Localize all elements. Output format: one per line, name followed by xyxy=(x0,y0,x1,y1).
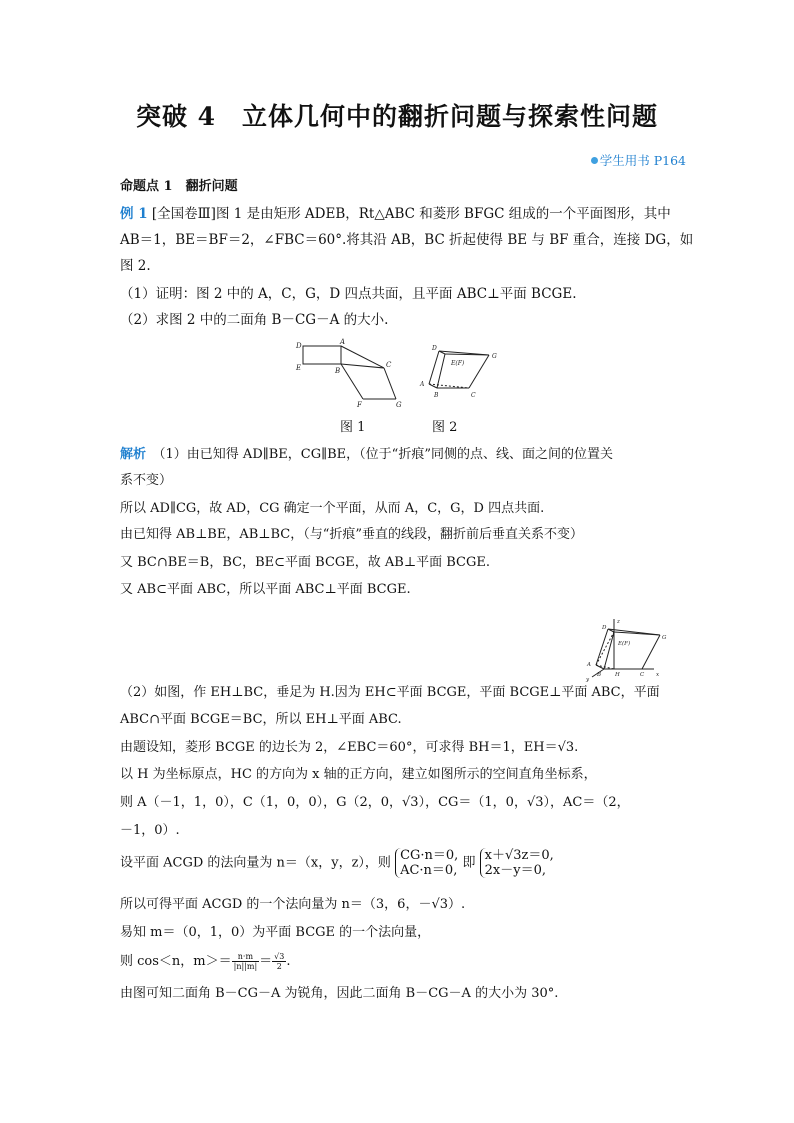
segment-bf xyxy=(341,364,363,399)
fig3-label-b: B xyxy=(597,672,602,678)
fig3-label-g: G xyxy=(662,635,667,641)
result-denominator: 2 xyxy=(276,962,282,971)
system-connector: 即 xyxy=(462,855,476,871)
fig3-label-d: D xyxy=(602,625,607,631)
example-line-1 xyxy=(120,205,671,223)
fig1-label-d: D xyxy=(296,342,302,350)
system-1-eq-1: CG·n＝0, xyxy=(400,848,459,863)
equals-sign: ＝ xyxy=(259,954,273,969)
solution2-line-9: 易知 m＝（0，1，0）为平面 BCGE 的一个法向量， xyxy=(120,925,431,940)
solution-text-1: （1）由已知得 AD∥BE，CG∥BE，（位于“折痕”同侧的点、线、面之间的位置关 xyxy=(159,447,613,462)
fig3-label-x: x xyxy=(656,672,660,678)
cosine-fraction xyxy=(232,952,260,971)
solution-line-3: 所以 AD∥CG，故 AD，CG 确定一个平面，从而 A，C，G，D 四点共面. xyxy=(120,501,545,516)
conclusion-line: 由图可知二面角 B－CG－A 为锐角，因此二面角 B－CG－A 的大小为 30°. xyxy=(120,986,559,1001)
system-2-eq-1: x＋√3z＝0, xyxy=(484,848,554,863)
seg-gc xyxy=(642,635,660,669)
result-fraction xyxy=(272,952,286,971)
fig2-label-g: G xyxy=(492,353,497,360)
solution2-line-3: 由题设知，菱形 BCGE 的边长为 2，∠EBC＝60°，可求得 BH＝1，EH＝√3. xyxy=(120,740,579,755)
figure-2-diagram xyxy=(417,342,507,407)
solution2-line-5: 则 A（－1，1，0），C（1，0，0），G（2，0，√3），CG＝（1，0，√3），AC＝（2， xyxy=(120,795,630,810)
bullet-icon xyxy=(591,157,598,164)
result-numerator: √3 xyxy=(274,952,285,961)
segment-cg xyxy=(384,368,396,399)
fraction-denominator: |n||m| xyxy=(233,962,258,971)
system-1 xyxy=(395,848,458,878)
title-part-number: 突破 4 xyxy=(135,102,217,131)
example-text-1: [全国卷Ⅲ]图 1 是由矩形 ADEB，Rt△ABC 和菱形 BFGC 组成的一个平面图形，其中 xyxy=(151,206,671,222)
example-line-3: 图 2. xyxy=(120,258,151,274)
title-text: 立体几何中的翻折问题与探索性问题 xyxy=(242,102,659,131)
solution-line-2: 系不变） xyxy=(120,473,173,488)
page-title xyxy=(0,97,794,133)
solution2-line-8: 所以可得平面 ACGD 的一个法向量为 n＝（3，6，－√3）. xyxy=(120,897,466,912)
solution2-line-1: （2）如图，作 EH⊥BC，垂足为 H.因为 EH⊂平面 BCGE，平面 BCGE⊥平面 ABC，平面 xyxy=(120,685,660,700)
fig3-label-y: y xyxy=(586,677,590,683)
question-1: （1）证明：图 2 中的 A，C，G，D 四点共面，且平面 ABC⊥平面 BCGE. xyxy=(120,286,577,302)
fig2-label-b: B xyxy=(434,392,439,399)
segment-da xyxy=(429,351,439,384)
cosine-text: 则 cos＜n，m＞＝ xyxy=(120,954,232,969)
example-line-2: AB＝1，BE＝BF＝2，∠FBC＝60°.将其沿 AB，BC 折起使得 BE 与 BF 重合，连接 DG，如 xyxy=(120,232,694,248)
fraction-numerator: n·m xyxy=(232,952,260,962)
system-1-eq-2: AC·n＝0, xyxy=(400,863,458,878)
fig3-label-ef: E(F) xyxy=(618,641,631,647)
cosine-end: . xyxy=(286,954,291,969)
solution2-line-6: －1，0）. xyxy=(120,823,180,838)
fig1-label-a: A xyxy=(340,338,346,346)
solution-line-6: 又 AB⊂平面 ABC，所以平面 ABC⊥平面 BCGE. xyxy=(120,582,411,597)
section-heading: 命题点 1 翻折问题 xyxy=(120,179,238,194)
solution2-line-2: ABC∩平面 BCGE＝BC，所以 EH⊥平面 ABC. xyxy=(120,712,402,727)
example-label: 例 1 xyxy=(120,206,148,222)
question-2: （2）求图 2 中的二面角 B－CG－A 的大小. xyxy=(120,312,389,328)
fig2-label-a: A xyxy=(420,381,425,388)
fig1-label-g: G xyxy=(396,401,402,409)
figure-1-caption: 图 1 xyxy=(340,420,366,435)
rectangle-adeb xyxy=(303,346,341,364)
fig3-label-c: C xyxy=(640,672,645,678)
segment-eb xyxy=(437,354,445,388)
solution-line-1 xyxy=(120,446,613,464)
system-2-eq-2: 2x－y＝0, xyxy=(484,863,546,878)
segment-gc xyxy=(469,355,489,388)
figure-2-caption: 图 2 xyxy=(432,420,458,435)
fig2-label-c: C xyxy=(471,392,476,399)
solution-label: 解析 xyxy=(120,447,147,462)
fig1-label-b: B xyxy=(335,367,341,375)
fig1-label-f: F xyxy=(357,401,362,409)
fig3-label-z: z xyxy=(617,619,620,625)
solution-line-4: 由已知得 AB⊥BE，AB⊥BC，（与“折痕”垂直的线段，翻折前后垂直关系不变） xyxy=(120,527,584,542)
fig3-label-a: A xyxy=(587,662,591,668)
fig1-label-e: E xyxy=(296,364,302,372)
system-2 xyxy=(480,848,554,878)
normal-vector-text: 设平面 ACGD 的法向量为 n＝（x，y，z），则 xyxy=(120,855,391,871)
solution2-line-4: 以 H 为坐标原点，HC 的方向为 x 轴的正方向，建立如图所示的空间直角坐标系， xyxy=(120,767,597,782)
reference-text: 学生用书 P164 xyxy=(599,153,686,168)
figure-1-diagram xyxy=(290,336,410,411)
normal-vector-line xyxy=(120,848,554,878)
fig2-label-ef: E(F) xyxy=(451,360,465,367)
fig3-label-h: H xyxy=(615,672,620,678)
student-book-reference xyxy=(591,151,686,169)
fig1-label-c: C xyxy=(386,361,392,369)
solution-line-5: 又 BC∩BE＝B，BC，BE⊂平面 BCGE，故 AB⊥平面 BCGE. xyxy=(120,555,490,570)
fig2-label-d: D xyxy=(432,345,437,352)
figure-3-coordinate-diagram xyxy=(582,615,672,683)
cosine-line xyxy=(120,952,291,971)
